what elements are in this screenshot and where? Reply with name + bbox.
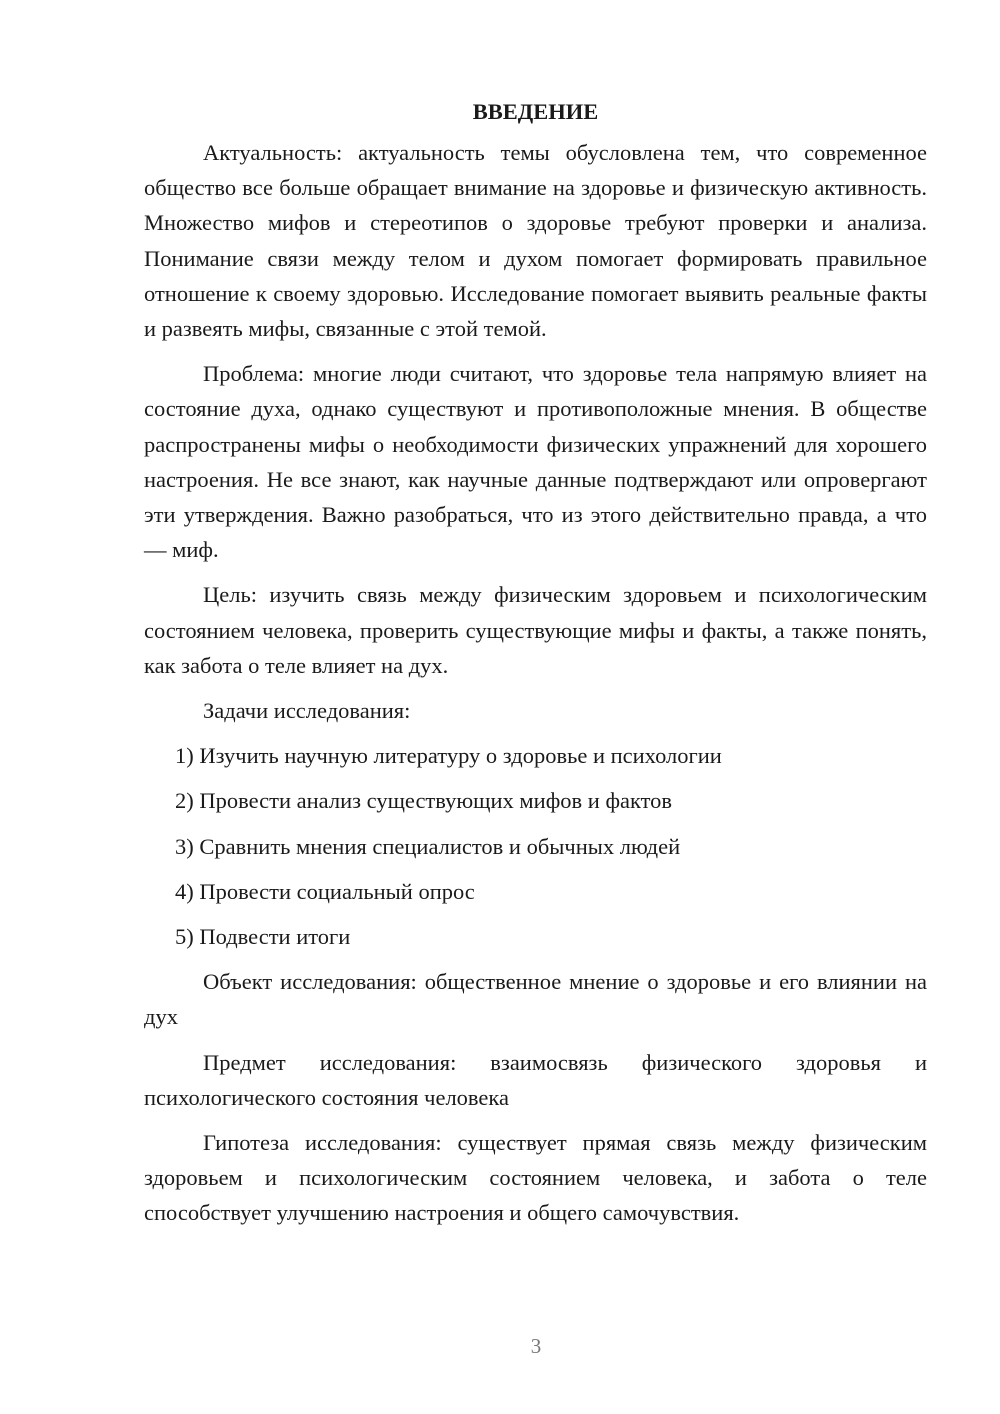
task-item: 4) Провести социальный опрос: [175, 878, 475, 904]
problem-paragraph: Проблема: многие люди считают, что здоровье тела напрямую влияет на состояние духа, однако существуют и противоположные мнения. В обществе распространены мифы о необходимости физических упражнений для хорошего настроения. Не все знают, как научные данные подтверждают или опровергают эти утверждения. Важно разобраться, что из этого действительно правда, а что — миф.: [144, 361, 927, 563]
page-number: 3: [530, 1334, 542, 1358]
hypothesis-paragraph: Гипотеза исследования: существует прямая связь между физическим здоровьем и психологическим состоянием человека, и забота о теле способствует улучшению настроения и общего самочувствия.: [144, 1130, 927, 1226]
tasks-list: [144, 738, 927, 954]
task-item: 5) Подвести итоги: [175, 924, 351, 950]
task-item: 2) Провести анализ существующих мифов и фактов: [175, 788, 673, 814]
relevance-paragraph: Актуальность: актуальность темы обусловлена тем, что современное общество все больше обращает внимание на здоровье и физическую активность. Множество мифов и стереотипов о здоровье требуют проверки и анализа. Понимание связи между телом и духом помогает формировать правильное отношение к своему здоровью. Исследование помогает выявить реальные факты и развеять мифы, связанные с этой темой.: [144, 140, 927, 342]
goal-paragraph: Цель: изучить связь между физическим здоровьем и психологическим состоянием человека, проверить существующие мифы и факты, а также понять, как забота о теле влияет на дух.: [144, 582, 927, 678]
task-item: 3) Сравнить мнения специалистов и обычных людей: [175, 833, 681, 859]
subject-paragraph: Предмет исследования: взаимосвязь физического здоровья и психологического состояния человека: [144, 1049, 927, 1110]
object-paragraph: Объект исследования: общественное мнение о здоровье и его влиянии на дух: [144, 969, 927, 1030]
task-item: 1) Изучить научную литературу о здоровье и психологии: [175, 743, 722, 769]
tasks-heading: Задачи исследования:: [203, 698, 411, 724]
section-title: ВВЕДЕНИЕ: [472, 99, 599, 124]
document-page: [144, 94, 927, 1241]
